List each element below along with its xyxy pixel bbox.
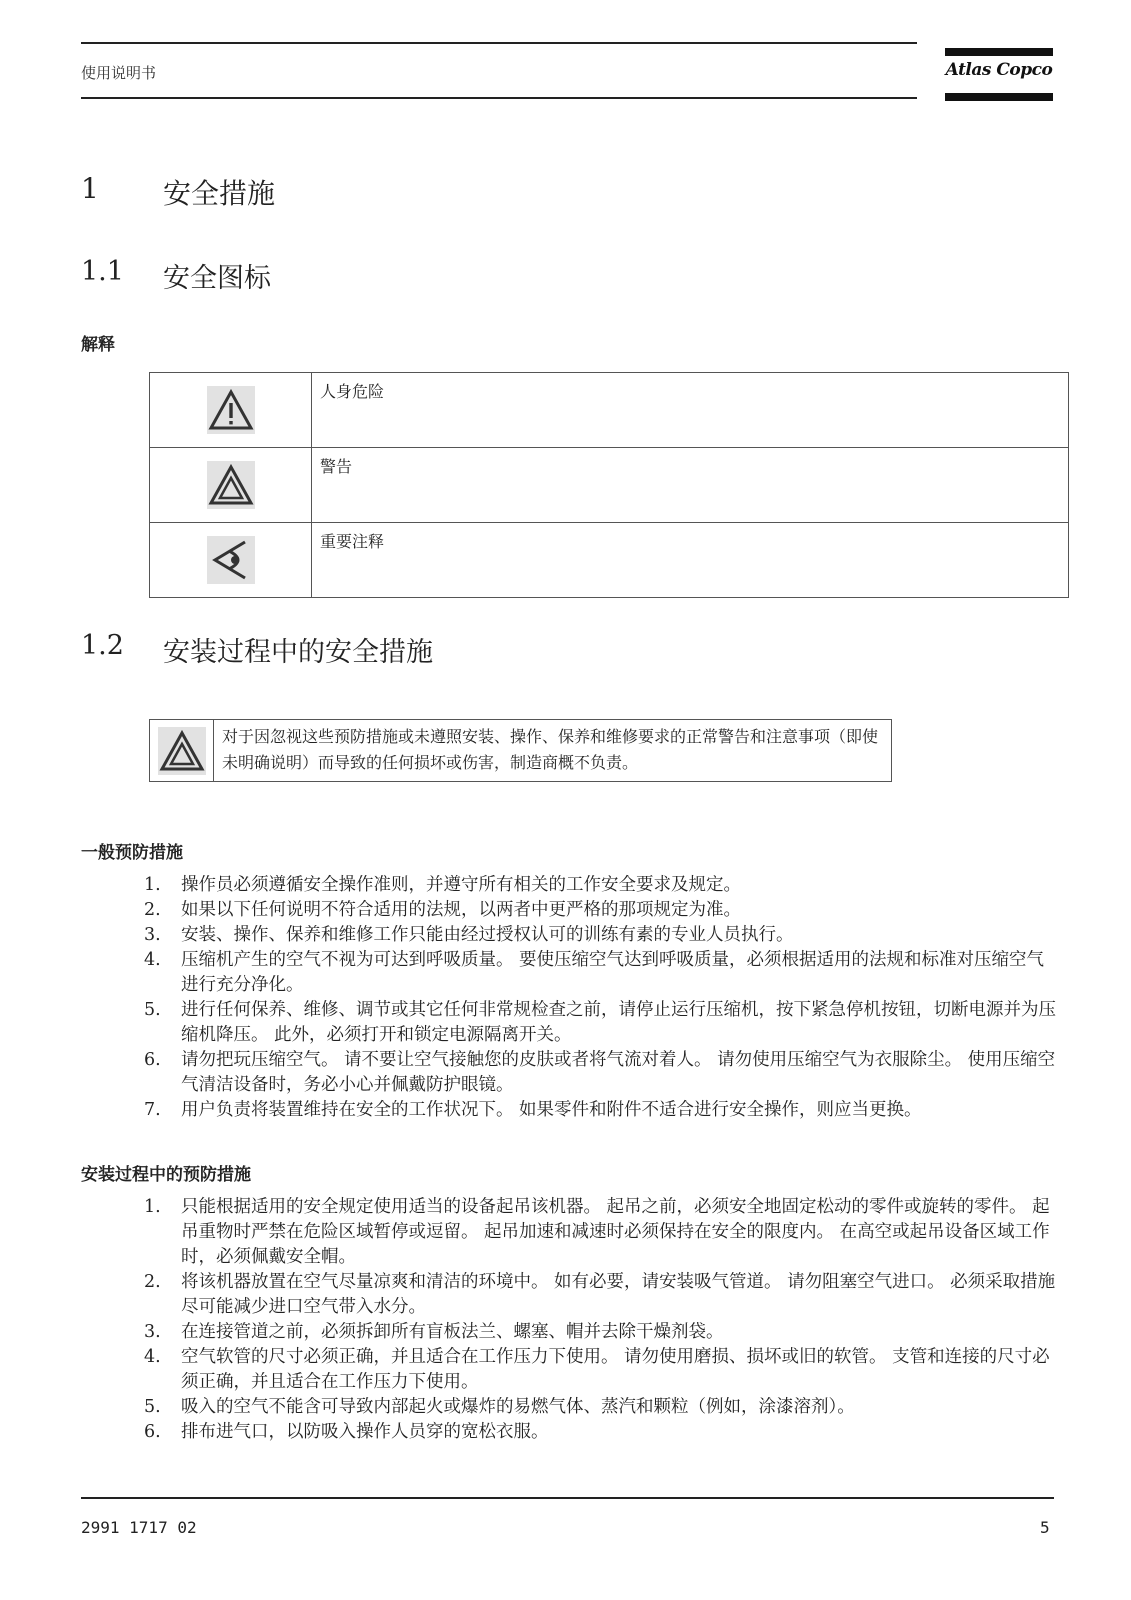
- table-row: [150, 523, 1069, 598]
- section-1-heading: [0, 172, 1131, 212]
- list-item: 5. 进行任何保养、维修、调节或其它任何非常规检查之前，请停止运行压缩机，按下紧急停机按钮，切断电源并为压缩机降压。 此外，必须打开和锁定电源隔离开关。: [144, 1000, 1056, 1045]
- section-title: 安全图标: [163, 263, 271, 294]
- warning-triangle-icon: [158, 727, 206, 775]
- manual-title: 使用说明书: [81, 64, 157, 82]
- safety-symbols-table: [149, 372, 1069, 598]
- list-item: 3. 安装、操作、保养和维修工作只能由经过授权认可的训练有素的专业人员执行。: [144, 925, 794, 945]
- table-row: [150, 373, 1069, 448]
- warning-text: 对于因忽视这些预防措施或未遵照安装、操作、保养和维修要求的正常警告和注意事项（即使未明确说明）而导致的任何损坏或伤害，制造商概不负责。: [222, 727, 879, 772]
- installation-precautions-list: [140, 1195, 1060, 1445]
- section-number: 1.1: [81, 256, 124, 287]
- list-item: 2. 如果以下任何说明不符合适用的法规，以两者中更严格的那项规定为准。: [144, 900, 741, 920]
- symbol-cell: [150, 448, 312, 523]
- section-number: 1.2: [81, 630, 124, 661]
- footer-rule: [81, 1497, 1054, 1499]
- section-title: 安全措施: [163, 177, 276, 210]
- warning-icon-cell: [150, 720, 214, 781]
- list-item: 7. 用户负责将装置维持在安全的工作状况下。 如果零件和附件不适合进行安全操作，则应当更换。: [144, 1100, 922, 1120]
- symbol-description: 人身危险: [312, 373, 1069, 448]
- installation-precautions-title: 安装过程中的预防措施: [81, 1165, 251, 1185]
- symbol-description: 警告: [312, 448, 1069, 523]
- section-number: 1: [81, 172, 99, 205]
- explain-label: 解释: [81, 335, 115, 355]
- section-1-2-heading: [0, 630, 1131, 670]
- document-number: 2991 1717 02: [81, 1518, 197, 1537]
- danger-exclamation-icon: [207, 386, 255, 434]
- list-item: 1. 操作员必须遵循安全操作准则，并遵守所有相关的工作安全要求及规定。: [144, 875, 741, 895]
- warning-triangle-icon: [207, 461, 255, 509]
- section-1-1-heading: [0, 256, 1131, 296]
- header-rule-bottom: [81, 97, 917, 99]
- list-item: 5. 吸入的空气不能含可导致内部起火或爆炸的易燃气体、蒸汽和颗粒（例如，涂漆溶剂）。: [144, 1397, 855, 1417]
- symbol-cell: [150, 373, 312, 448]
- list-item: 4. 压缩机产生的空气不视为可达到呼吸质量。 要使压缩空气达到呼吸质量，必须根据适用的法规和标准对压缩空气进行充分净化。: [144, 950, 1045, 995]
- page-number: 5: [1040, 1518, 1050, 1537]
- list-item: 1. 只能根据适用的安全规定使用适当的设备起吊该机器。 起吊之前，必须安全地固定松动的零件或旋转的零件。 起吊重物时严禁在危险区域暂停或逗留。 起吊加速和减速时必须保持在安全的限度内。 在高空或起吊设备区域工作时，必须佩戴安全帽。: [144, 1197, 1050, 1267]
- header-rule-top: [81, 42, 917, 44]
- general-precautions-list: [140, 873, 1060, 1123]
- symbol-description: 重要注释: [312, 523, 1069, 598]
- liability-warning-box: [149, 719, 892, 782]
- symbol-cell: [150, 523, 312, 598]
- list-item: 4. 空气软管的尺寸必须正确，并且适合在工作压力下使用。 请勿使用磨损、损坏或旧的软管。 支管和连接的尺寸必须正确，并且适合在工作压力下使用。: [144, 1347, 1050, 1392]
- section-title: 安装过程中的安全措施: [163, 637, 433, 668]
- general-precautions-title: 一般预防措施: [81, 843, 183, 863]
- important-note-eye-icon: [207, 536, 255, 584]
- list-item: 3. 在连接管道之前，必须拆卸所有盲板法兰、螺塞、帽并去除干燥剂袋。: [144, 1322, 724, 1342]
- table-row: [150, 448, 1069, 523]
- list-item: 6. 排布进气口，以防吸入操作人员穿的宽松衣服。: [144, 1422, 549, 1442]
- list-item: 2. 将该机器放置在空气尽量凉爽和清洁的环境中。 如有必要，请安装吸气管道。 请勿阻塞空气进口。 必须采取措施尽可能减少进口空气带入水分。: [144, 1272, 1056, 1317]
- list-item: 6. 请勿把玩压缩空气。 请不要让空气接触您的皮肤或者将气流对着人。 请勿使用压缩空气为衣服除尘。 使用压缩空气清洁设备时，务必小心并佩戴防护眼镜。: [144, 1050, 1056, 1095]
- atlas-copco-logo: Atlas Copco: [945, 48, 1053, 101]
